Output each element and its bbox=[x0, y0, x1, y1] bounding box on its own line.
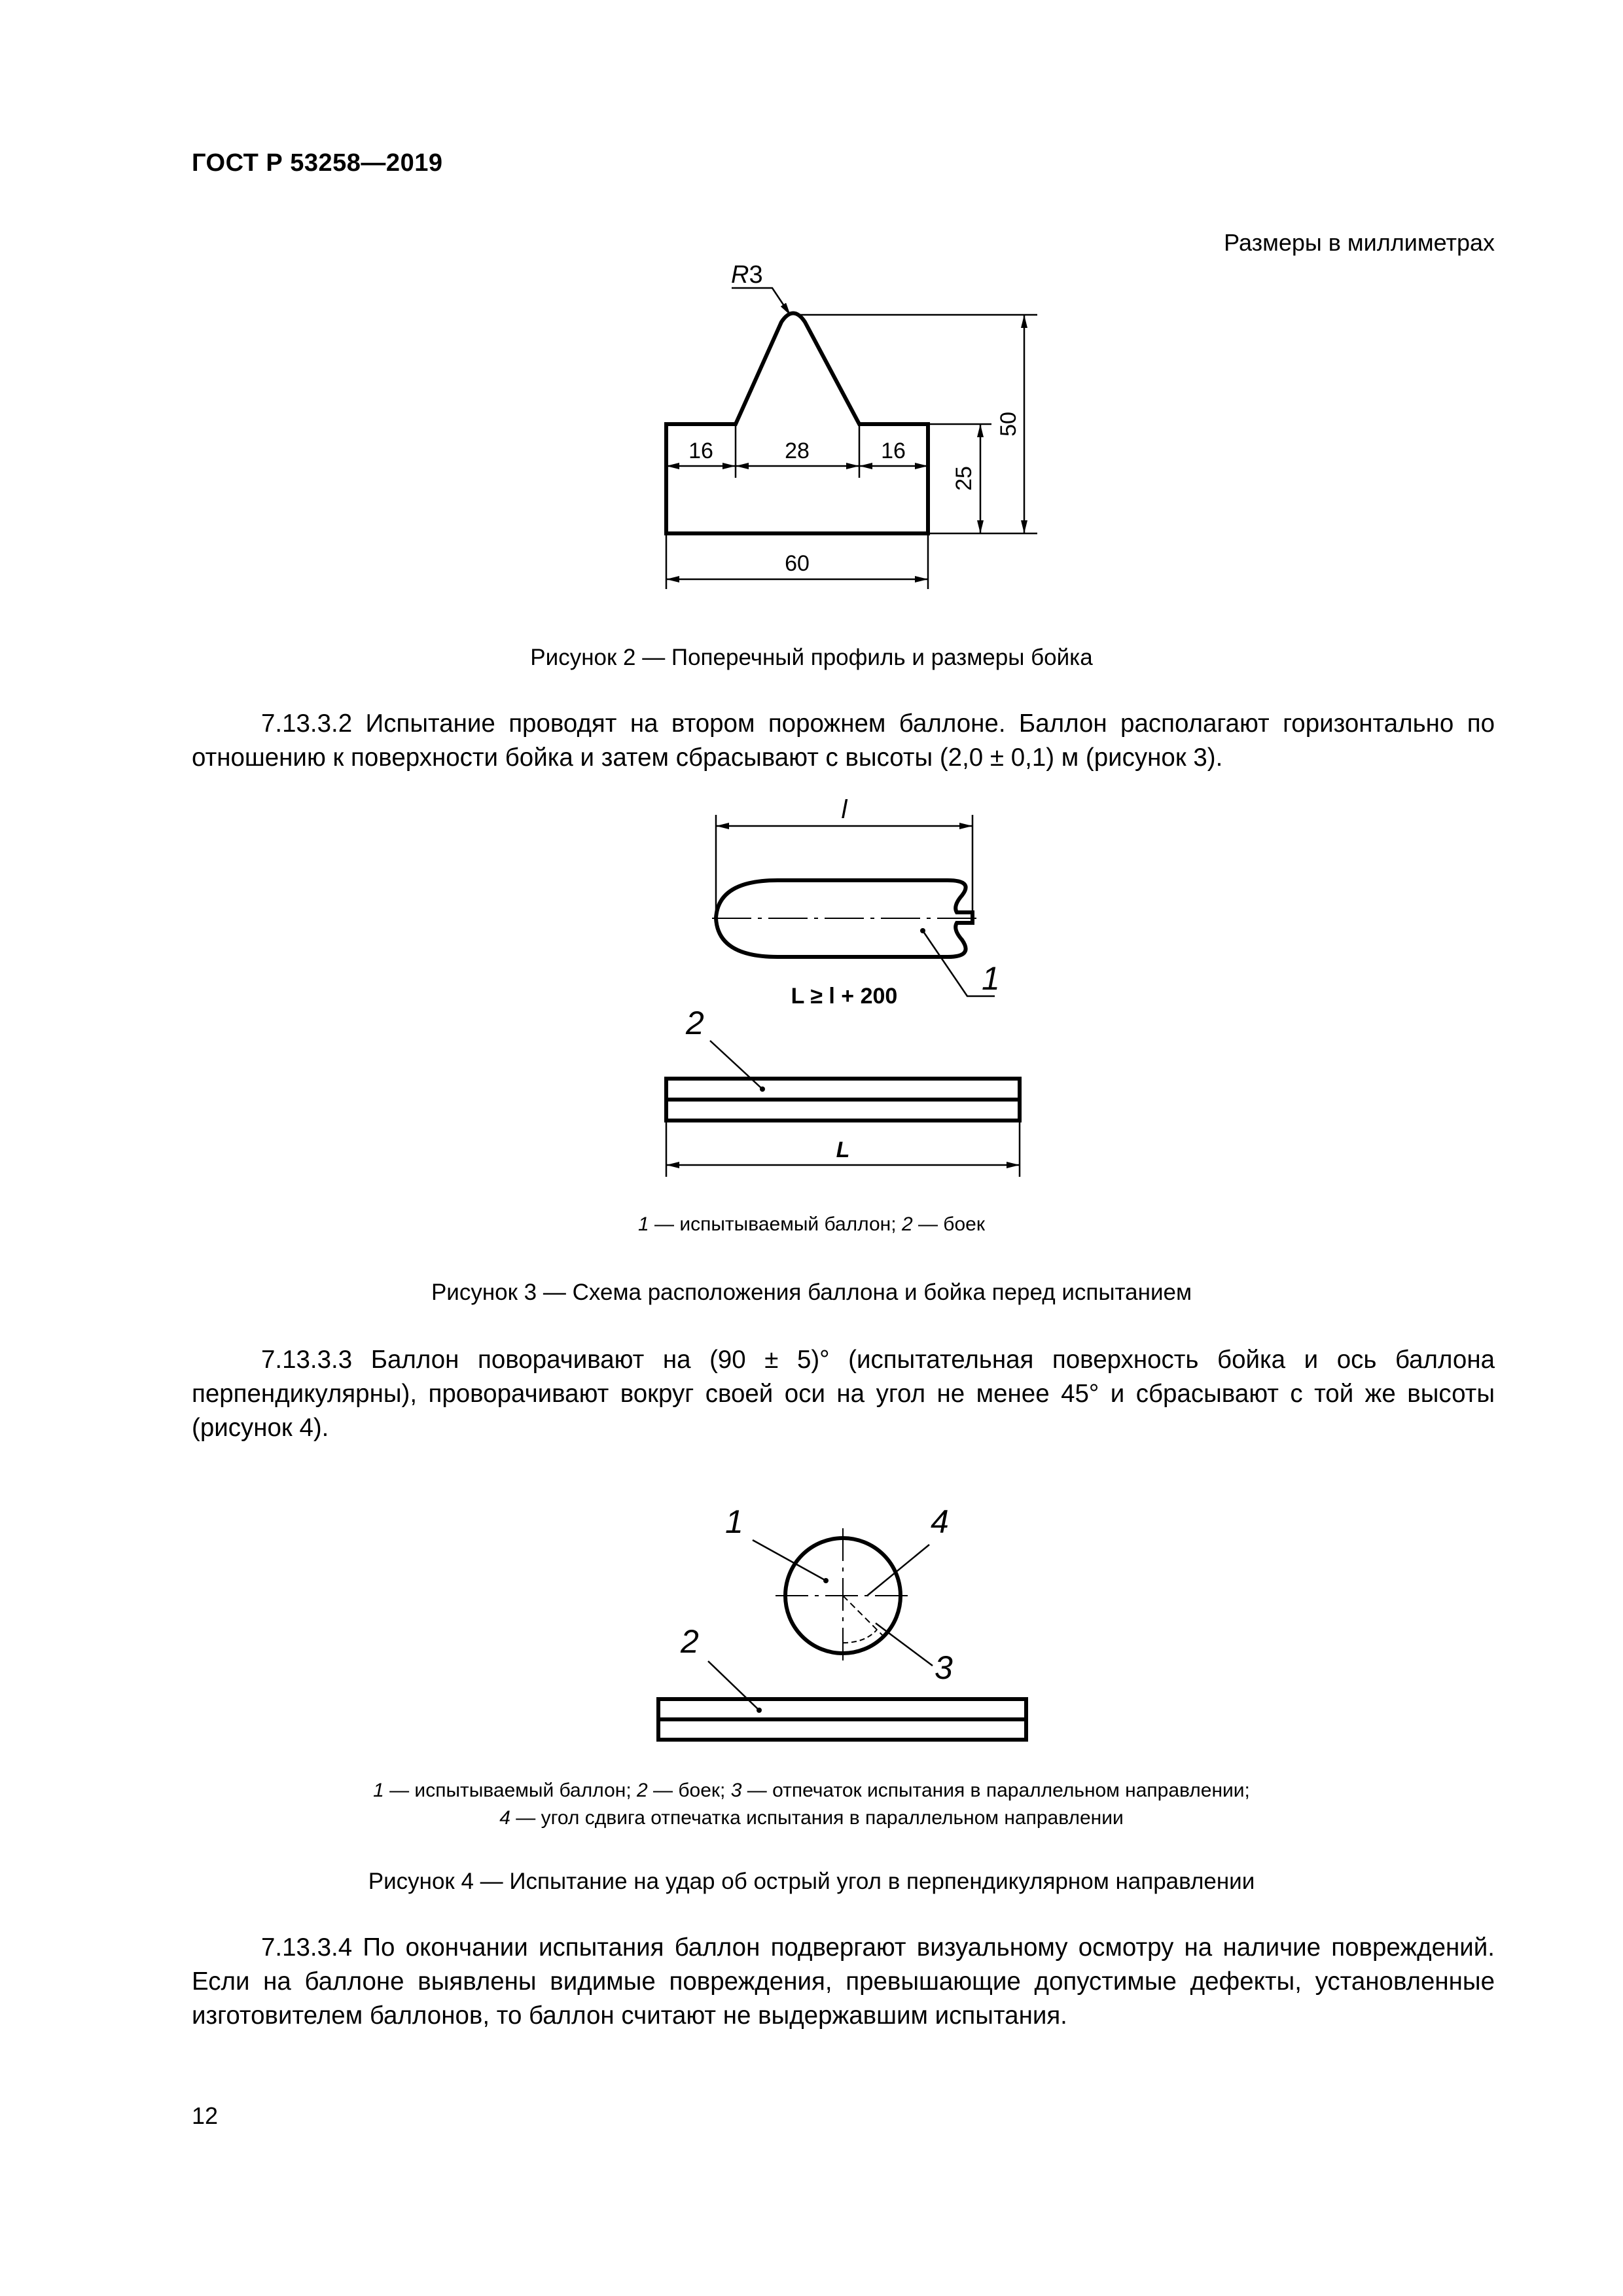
radius-letter: R bbox=[731, 261, 749, 289]
document-code: ГОСТ Р 53258—2019 bbox=[192, 149, 443, 177]
legend-4-item-3-text: — отпечаток испытания в параллельном направлении; bbox=[741, 1780, 1250, 1801]
dim-height-total-label: 50 bbox=[996, 412, 1021, 437]
page-number: 12 bbox=[192, 2102, 219, 2129]
fig4-callout-2: 2 bbox=[681, 1623, 699, 1660]
legend-4-item-4-text: — угол сдвига отпечатка испытания в параллельном направлении bbox=[510, 1807, 1124, 1829]
callout-1: 1 bbox=[982, 960, 1000, 997]
callout-2: 2 bbox=[686, 1005, 704, 1041]
figure-2-caption: Рисунок 2 — Поперечный профиль и размеры бойка bbox=[530, 645, 1093, 670]
fig4-callout-3: 3 bbox=[935, 1649, 953, 1686]
legend-4-item-2-number: 2 bbox=[637, 1780, 648, 1801]
leader-4-3-line bbox=[876, 1623, 933, 1666]
figure-3-caption: Рисунок 3 — Схема расположения баллона и бойка перед испытанием bbox=[431, 1280, 1192, 1305]
formula-label: L ≥ l + 200 bbox=[791, 984, 898, 1009]
length-label-l: l bbox=[841, 795, 847, 824]
legend-4-item-4-number: 4 bbox=[499, 1807, 510, 1829]
dim-base-label: 60 bbox=[785, 551, 810, 576]
paragraph-7-13-3-3: 7.13.3.3 Баллон поворачивают на (90 ± 5)° (испытательная поверхность бойка и ось баллона перпендикулярны), проворачивают вокруг своей оси на угол не менее 45° и сбрасывают с той же высоты (рисунок 4). bbox=[192, 1346, 1495, 1442]
figure-4-legend-line-1 bbox=[0, 1777, 1623, 1804]
leader-4-2-line bbox=[708, 1661, 759, 1710]
units-note: Размеры в миллиметрах bbox=[1224, 229, 1495, 256]
paragraph-7-13-3-4: 7.13.3.4 По окончании испытания баллон подвергают визуальному осмотру на наличие повреждений. Если на баллоне выявлены видимые повреждения, превышающие допустимые дефекты, установленные изготовителем баллонов, то баллон считают не выдержавшим испытания. bbox=[192, 1933, 1495, 2030]
legend-item-2-text: — боек bbox=[912, 1213, 985, 1235]
dim-right-label: 16 bbox=[881, 439, 906, 463]
legend-4-item-1-number: 1 bbox=[373, 1780, 384, 1801]
figure-4-legend-line-2 bbox=[0, 1804, 1623, 1832]
legend-item-2-number: 2 bbox=[901, 1213, 913, 1235]
legend-4-item-3-number: 3 bbox=[730, 1780, 742, 1801]
dim-height-base-label: 25 bbox=[952, 466, 976, 491]
radius-value: 3 bbox=[749, 261, 763, 289]
figure-4-caption: Рисунок 4 — Испытание на удар об острый угол в перпендикулярном направлении bbox=[368, 1869, 1255, 1894]
plate-length-label: L bbox=[836, 1138, 850, 1162]
impression-axis bbox=[843, 1596, 885, 1638]
legend-item-1-text: — испытываемый баллон; bbox=[649, 1213, 902, 1235]
dim-mid-label: 28 bbox=[785, 439, 810, 463]
shift-angle-arc bbox=[843, 1630, 877, 1643]
fig4-callout-1: 1 bbox=[725, 1503, 743, 1540]
fig4-callout-4: 4 bbox=[931, 1503, 949, 1540]
paragraph-7-13-3-2: 7.13.3.2 Испытание проводят на втором порожнем баллоне. Баллон располагают горизонтально по отношению к поверхности бойка и затем сбрасывают с высоты (2,0 ± 0,1) м (рисунок 3). bbox=[192, 709, 1495, 772]
legend-item-1-number: 1 bbox=[638, 1213, 649, 1235]
legend-4-item-2-text: — боек; bbox=[647, 1780, 731, 1801]
legend-4-item-1-text: — испытываемый баллон; bbox=[383, 1780, 637, 1801]
dim-left-label: 16 bbox=[688, 439, 713, 463]
figure-4-legend bbox=[0, 1777, 1623, 1832]
